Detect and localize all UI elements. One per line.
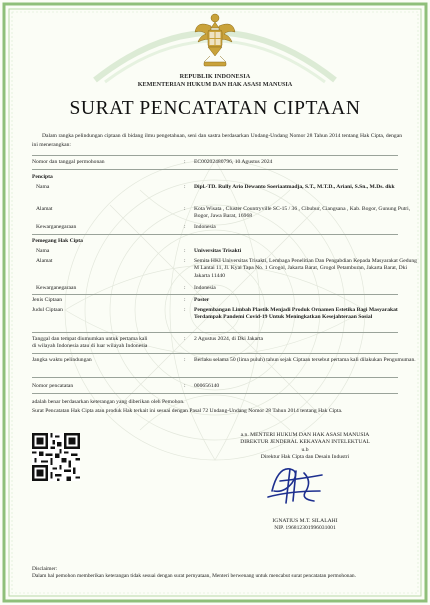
signatory-line-3: u.b [301, 446, 309, 453]
work-title: Pengembangan Limbah Plastik Menjadi Produk Ornamen Estetika Bagi Masyarakat Terdampak Pandemi Covid-19 Untuk Meningkatkan Kesejahteraan Sosial [194, 307, 398, 321]
holder-heading: Pemegang Hak Cipta [32, 238, 83, 244]
divider [32, 377, 398, 378]
signatory-line-2: DIREKTUR JENDERAL KEKAYAAN INTELEKTUAL [240, 439, 370, 446]
divider [32, 294, 398, 295]
signatory-name: IGNATIUS M.T. SILALAHI [272, 518, 338, 524]
term-label: Jangka waktu pelindungan [32, 357, 92, 363]
holder-nationality-label: Kewarganegaraan [36, 285, 77, 291]
divider [32, 234, 398, 235]
holder-name: Universitas Trisakti [194, 248, 242, 254]
holder-nationality: Indonesia [194, 285, 216, 291]
announcement-value: 2 Agustus 2024, di Dki Jakarta [194, 336, 263, 342]
announcement-label-2: di wilayah Indonesia atau di luar wilayah Indonesia [32, 343, 148, 349]
holder-address-label: Alamat [36, 258, 53, 264]
disclaimer-text: Dalam hal pemohon memberikan keterangan tidak sesuai dengan surat pernyataan, Menteri berwenang untuk mencabut surat pencatatan permohonan. [32, 573, 356, 579]
closing-line-1: adalah benar berdasarkan keterangan yang diberikan oleh Pemohon. [32, 399, 185, 405]
work-type: Poster [194, 297, 210, 303]
disclaimer-title: Disclaimer: [32, 566, 58, 572]
divider [32, 169, 398, 170]
signatory-block [200, 432, 410, 462]
divider [32, 393, 398, 394]
closing-line-2: Surat Pencatatan Hak Cipta atau produk Hak terkait ini sesuai dengan Pasal 72 Undang-Undang Nomor 28 Tahun 2014 tentang Hak Cipta. [32, 408, 343, 414]
qr-code-icon [32, 433, 80, 481]
record-label: Nomor pencatatan [32, 383, 74, 389]
creator-address: Kota Wisata , Cluster Countryville SC-15 / 36 , Cibubur, Ciangsana , Kab. Bogor, Gunung Putri, Bogor, Jawa Barat, 16968 [194, 206, 411, 220]
record-number: 000656140 [194, 383, 220, 389]
document-title: SURAT PENCATATAN CIPTAAN [69, 98, 361, 119]
signatory-line-4: Direktur Hak Cipta dan Desain Industri [260, 454, 350, 461]
creator-address-label: Alamat [36, 206, 53, 212]
announcement-label-1: Tanggal dan tempat diumumkan untuk pertama kali [32, 336, 148, 342]
creator-nationality: Indonesia [194, 224, 216, 230]
work-title-label: Judul Ciptaan [32, 307, 63, 313]
work-type-label: Jenis Ciptaan [32, 297, 62, 303]
creator-name-label: Nama [36, 184, 50, 190]
divider [32, 353, 398, 354]
intro-paragraph: Dalam rangka pelindungan ciptaan di bidang ilmu pengetahuan, seni dan sastra berdasarkan Undang-Undang Nomor 28 Tahun 2014 tentang Hak Cipta, dengan ini menerangkan: [32, 133, 402, 148]
term-value: Berlaku selama 50 (lima puluh) tahun sejak Ciptaan tersebut pertama kali dilakukan Pengumuman. [194, 357, 416, 363]
signatory-identity [200, 518, 410, 533]
creator-nationality-label: Kewarganegaraan [36, 224, 77, 230]
garuda-emblem-icon [194, 10, 236, 70]
holder-address: Semita HKI Universitas Trisakti, Lembaga Penelitian Dan Pengabdian Kepada Masyarakat Gedung M Lantai 11, Jl. Kyai Tapa No. 1 Grogol, Jakarta Barat, Grogol Petamburan, Jakarta Barat, Dki Jakarta 11440 [194, 258, 417, 279]
signatory-nip: NIP. 196812301996031001 [274, 525, 336, 532]
divider [32, 155, 398, 156]
creator-name: Dipl.-TD. Rully Ario Dewanto Soeriaatmadja, S.T., M.T.D., Ariani, S.Sn., M.Ds. dkk [194, 184, 395, 190]
holder-name-label: Nama [36, 248, 50, 254]
signature-icon [260, 461, 330, 507]
signatory-line-1: a.n. MENTERI HUKUM DAN HAK ASASI MANUSIA [240, 432, 370, 438]
certificate-page: REPUBLIK INDONESIA KEMENTERIAN HUKUM DAN HAK ASASI MANUSIA SURAT PENCATATAN CIPTAAN Dalam rangka pelindungan ciptaan di bidang ilmu pengetahuan, seni dan sastra berdasarkan Undang-Undang Nomor 28 Tahun 2014 tentang Hak Cipta, dengan ini menerangkan: Nomor dan tanggal permohonan : EC00202480796, 10 Agustus 2024 Pencipta Nama : Dipl.-TD. Rully Ario Dewanto Soeriaatmadja, S.T., M.T.D., Ariani, S.Sn., M.Ds. dkk Alamat : Kota Wisata , Cluster Countryville SC-15 / 36 , Cibubur, Ciangsana , Kab. Bogor, Gunung Putri, Bogor, Jawa Barat, 16968 Kewarganegaraan : Indonesia Pemegang Hak Cipta Nama : Universitas Trisakti Alamat : Semita HKI Universitas Trisakti, Lembaga Penelitian Dan Pengabdian Kepada Masyarakat Gedung M Lantai 11, Jl. Kyai Tapa No. 1 Grogol, Jakarta Barat, Grogol Petamburan, Jakarta Barat, Dki Jakarta 11440 Kewarganegaraan : Indonesia Jenis Ciptaan : Poster Judul Ciptaan : Pengembangan Limbah Plastik Menjadi Produk Ornamen Estetika Bagi Masyarakat Terdampak Pandemi Covid-19 Untuk Meningkatkan Kesejahteraan Sosial Tanggal dan tempat diumumkan untuk pertama kali : 2 Agustus 2024, di Dki Jakarta di wilayah Indonesia atau di luar wilayah Indonesia Jangka waktu pelindungan : Berlaku selama 50 (lima puluh) tahun sejak Ciptaan tersebut pertama kali dilakukan Pengumuman. Nomor pencatatan : 000656140 adalah benar berdasarkan keterangan yang diberikan oleh Pemohon. Surat Pencatatan Hak Cipta atau produk Hak terkait ini sesuai dengan Pasal 72 Undang-Undang Nomor 28 Tahun 2014 tentang Hak Cipta. a.n. MENTERI HUKUM DAN HAK ASASI MANUSIA DIREKTUR JENDERAL KEKAYAAN INTELEKTUAL u.b Direktur Hak Cipta dan Desain Industri IGNATIUS M.T. SILALAHI NIP. 196812301996031001 Disclaimer: Dalam hal pemohon memberikan keterangan tidak sesuai dengan surat pernyataan, Menteri berwenang untuk mencabut surat pencatatan permohonan. [0, 0, 430, 605]
application-value: EC00202480796, 10 Agustus 2024 [194, 159, 273, 165]
creator-heading: Pencipta [32, 174, 53, 180]
header-country: REPUBLIK INDONESIA [179, 73, 251, 80]
divider [32, 332, 398, 333]
application-label: Nomor dan tanggal permohonan [32, 159, 105, 165]
header-ministry: KEMENTERIAN HUKUM DAN HAK ASASI MANUSIA [137, 81, 293, 88]
